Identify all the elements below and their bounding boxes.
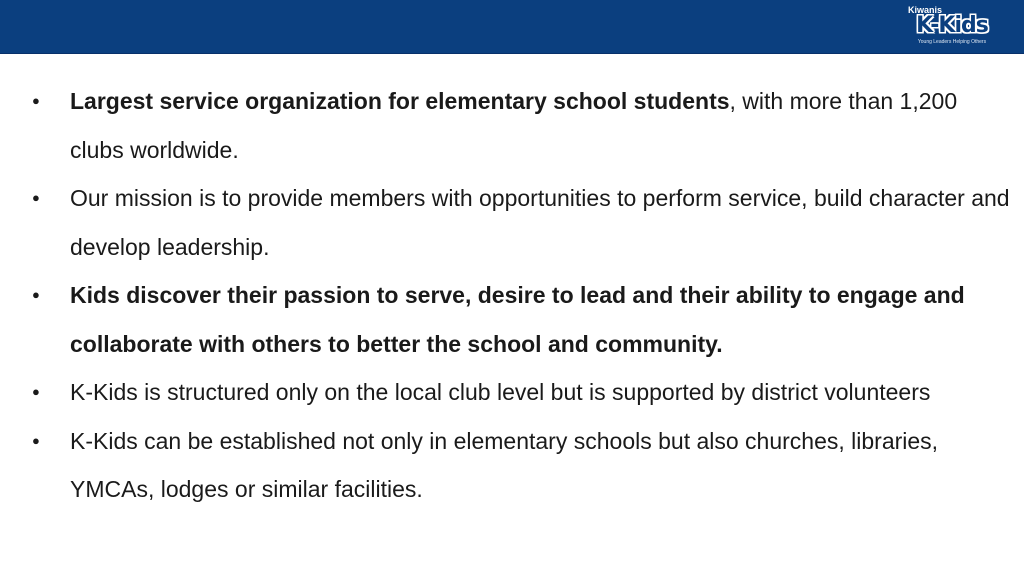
bullet-text: K-Kids can be established not only in elementary schools but also churches, libraries, YMCAs, lodges or similar facilities.	[70, 427, 939, 502]
bullet-icon: ●	[32, 190, 40, 205]
bullet-text: , with more than 1,200 clubs worldwide.	[70, 88, 958, 163]
bullet-text: Our mission is to provide members with opportunities to perform service, build character and develop leadership.	[70, 185, 1010, 260]
bullet-icon: ●	[32, 287, 40, 302]
bullet-icon: ●	[32, 93, 40, 108]
bullet-item	[28, 271, 1013, 368]
bullet-item	[28, 77, 1013, 174]
bullet-icon: ●	[32, 432, 40, 448]
logo-org-text: Kiwanis	[908, 5, 943, 15]
bullet-item	[28, 368, 1013, 417]
bullet-icon: ●	[32, 384, 40, 399]
bullet-bold-text: Largest service organization for elementary school students	[70, 88, 730, 114]
k-kids-logo	[904, 5, 1000, 49]
logo-tagline-text: Young Leaders Helping Others	[917, 39, 987, 45]
bullet-item	[28, 174, 1013, 271]
bullet-item	[28, 417, 1013, 514]
header-bar	[0, 0, 1024, 54]
bullet-bold-text: Kids discover their passion to serve, desire to lead and their ability to engage and collaborate with others to better the school and community.	[70, 282, 965, 357]
logo-name-text: K-Kids	[916, 13, 988, 38]
bullet-text: K-Kids is structured only on the local club level but is supported by district volunteers	[70, 379, 931, 405]
bullet-list	[28, 77, 1013, 514]
